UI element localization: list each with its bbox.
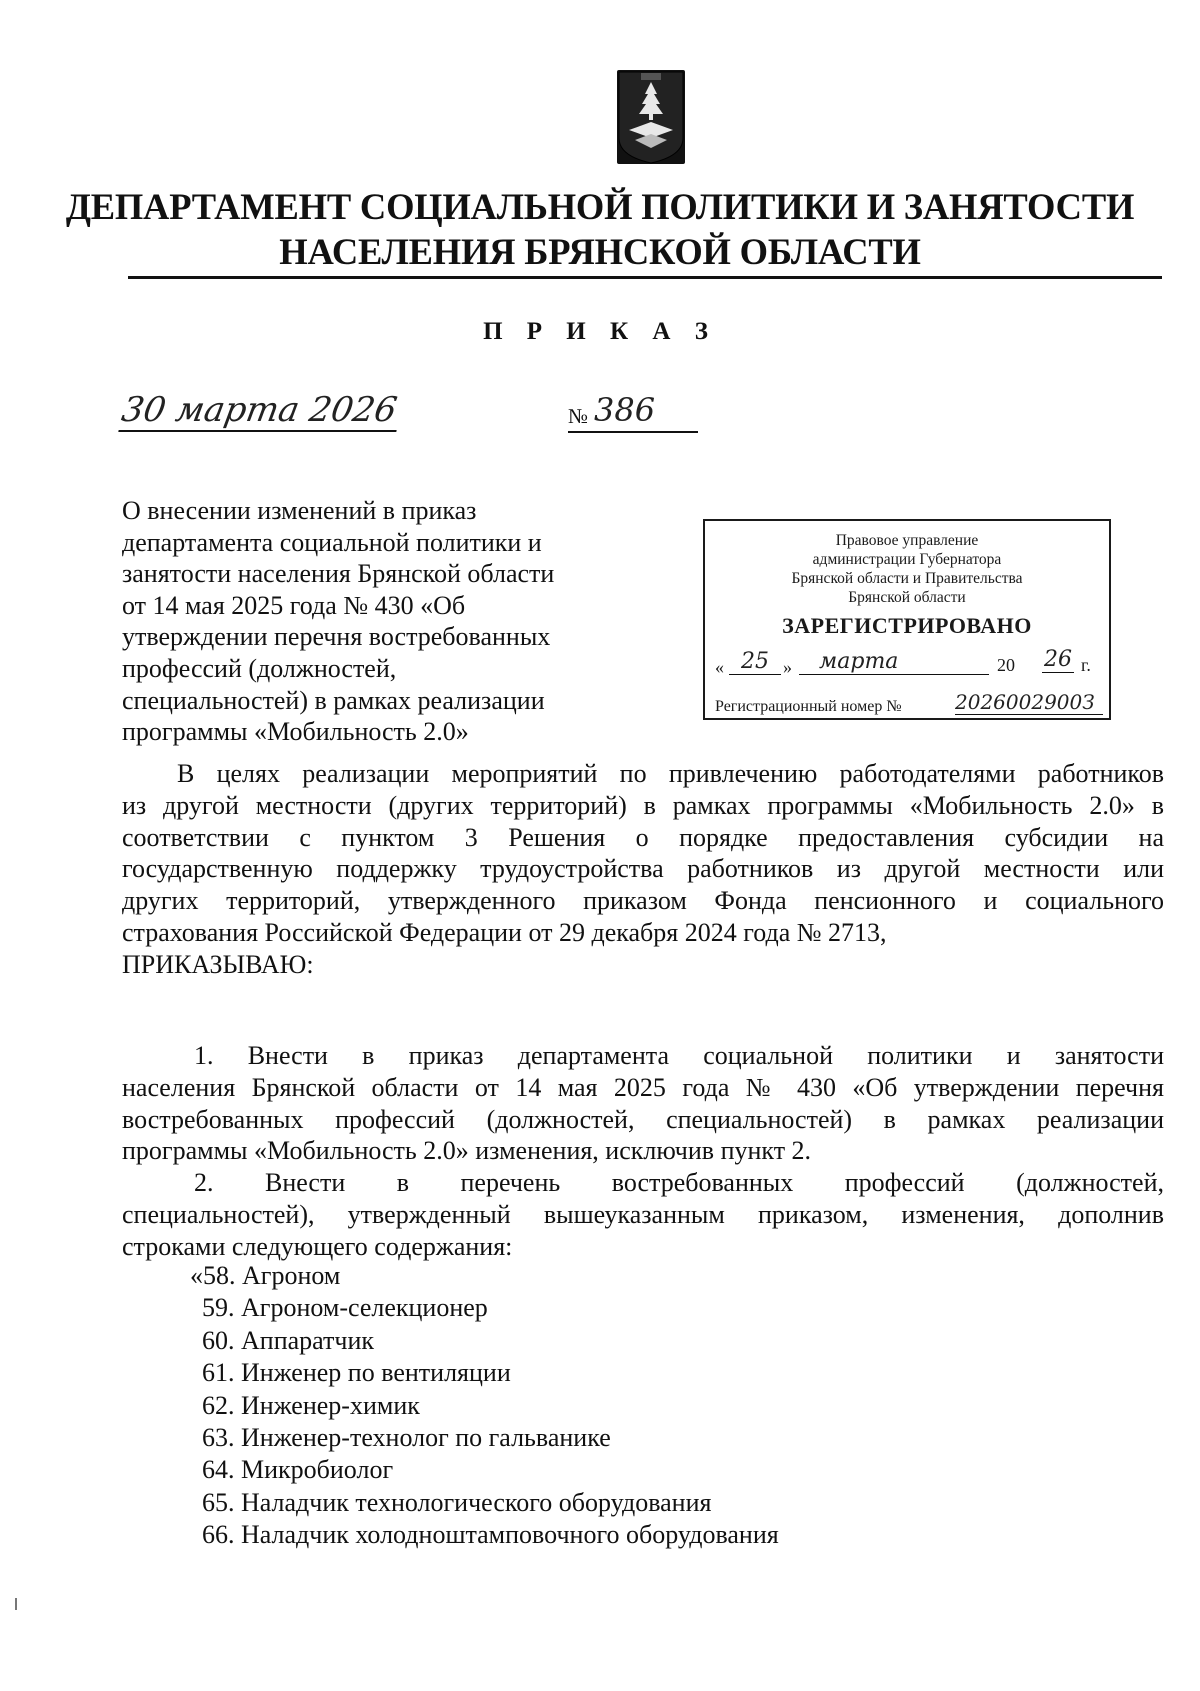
list-item: 63. Инженер-технолог по гальванике: [202, 1423, 611, 1453]
list-item: 66. Наладчик холодноштамповочного оборудования: [202, 1520, 779, 1550]
order-number-label: №: [568, 404, 589, 428]
scan-edge-mark: [15, 1598, 17, 1610]
stamp-reg-number: 2026002900З: [955, 690, 1103, 715]
stamp-month: марта: [799, 649, 989, 675]
stamp-quote-open: «: [715, 657, 724, 677]
stamp-org-line: Правовое управление: [835, 532, 979, 549]
stamp-org-line: Брянской области и Правительства: [791, 570, 1023, 587]
stamp-registered-label: ЗАРЕГИСТРИРОВАНО: [782, 613, 1032, 638]
subject-line: программы «Мобильность 2.0»: [122, 717, 469, 747]
subject-line: О внесении изменений в приказ: [122, 496, 477, 525]
stamp-org-line: администрации Губернатора: [812, 551, 1002, 568]
preamble-line: государственную поддержку трудоустройства работников из другой местности или: [122, 854, 1164, 884]
preamble-line: из другой местности (других территорий) в рамках программы «Мобильность 2.0» в: [122, 790, 1164, 820]
clause-1-line: 1. Внести в приказ департамента социальной политики и занятости: [194, 1041, 1164, 1070]
order-date-handwritten: 30 марта 2026: [118, 390, 403, 432]
stamp-quote-close: »: [783, 657, 792, 677]
header-divider: [128, 276, 1162, 279]
preamble-paragraph: [122, 758, 1164, 981]
clause-1-line: программы «Мобильность 2.0» изменения, исключив пункт 2.: [122, 1136, 812, 1166]
clause-2: [122, 1167, 1164, 1262]
list-item: «58. Агроном: [190, 1261, 341, 1290]
clause-2-line: специальностей), утвержденный вышеуказанным приказом, изменения, дополнив: [122, 1199, 1164, 1229]
list-item: 65. Наладчик технологического оборудования: [202, 1487, 712, 1517]
stamp-reg-label: Регистрационный номер №: [715, 698, 902, 715]
list-item: 61. Инженер по вентиляции: [202, 1358, 511, 1388]
list-item: 62. Инженер-химик: [202, 1390, 420, 1420]
list-item: 60. Аппаратчик: [202, 1325, 374, 1355]
preamble-line: других территорий, утвержденного приказом Фонда пенсионного и социального: [122, 886, 1164, 916]
subject-line: от 14 мая 2025 года № 430 «Об: [122, 590, 466, 620]
stamp-year-letter: г.: [1081, 655, 1091, 675]
stamp-registration-number: [715, 692, 1105, 718]
list-item: 64. Микробиолог: [202, 1455, 394, 1485]
clause-1-line: востребованных профессий (должностей, специальностей) в рамках реализации: [122, 1104, 1164, 1134]
subject-line: утверждении перечня востребованных: [122, 622, 551, 652]
subject-line: специальностей) в рамках реализации: [122, 685, 545, 715]
department-title-line1: ДЕПАРТАМЕНТ СОЦИАЛЬНОЙ ПОЛИТИКИ И ЗАНЯТОСТИ: [65, 186, 1135, 227]
stamp-date: [715, 649, 1101, 679]
order-subject: [122, 495, 642, 748]
preamble-line: соответствии с пунктом 3 Решения о порядке предоставления субсидии на: [122, 822, 1164, 852]
clause-1-line: населения Брянской области от 14 мая 2025 года № 430 «Об утверждении перечня: [122, 1072, 1164, 1102]
clause-2-line: 2. Внести в перечень востребованных профессий (должностей,: [194, 1168, 1164, 1197]
order-word: ПРИКАЗЫВАЮ:: [122, 949, 314, 979]
stamp-year-prefix: 20: [997, 655, 1015, 675]
order-number-value: 386: [594, 391, 656, 429]
subject-line: департамента социальной политики и: [122, 527, 542, 557]
subject-line: занятости населения Брянской области: [122, 559, 555, 589]
stamp-year-suffix: 26: [1044, 647, 1072, 672]
added-professions-list: [190, 1260, 779, 1552]
order-number-field: [568, 393, 698, 433]
clause-1: [122, 1040, 1164, 1167]
preamble-line: страхования Российской Федерации от 29 декабря 2024 года № 2713,: [122, 917, 887, 947]
list-item: 59. Агроном-селекционер: [202, 1293, 488, 1323]
department-title: [0, 184, 1200, 274]
preamble-line: В целях реализации мероприятий по привлечению работодателями работников: [177, 759, 1164, 788]
subject-line: профессий (должностей,: [122, 653, 397, 683]
document-type-title: П Р И К А З: [483, 318, 717, 345]
registration-stamp: [703, 519, 1111, 720]
department-title-line2: НАСЕЛЕНИЯ БРЯНСКОЙ ОБЛАСТИ: [279, 231, 921, 272]
stamp-day: 25: [729, 649, 781, 675]
clause-2-line: строками следующего содержания:: [122, 1231, 513, 1261]
stamp-org-line: Брянской области: [848, 589, 966, 606]
coat-of-arms-emblem: [615, 68, 687, 166]
